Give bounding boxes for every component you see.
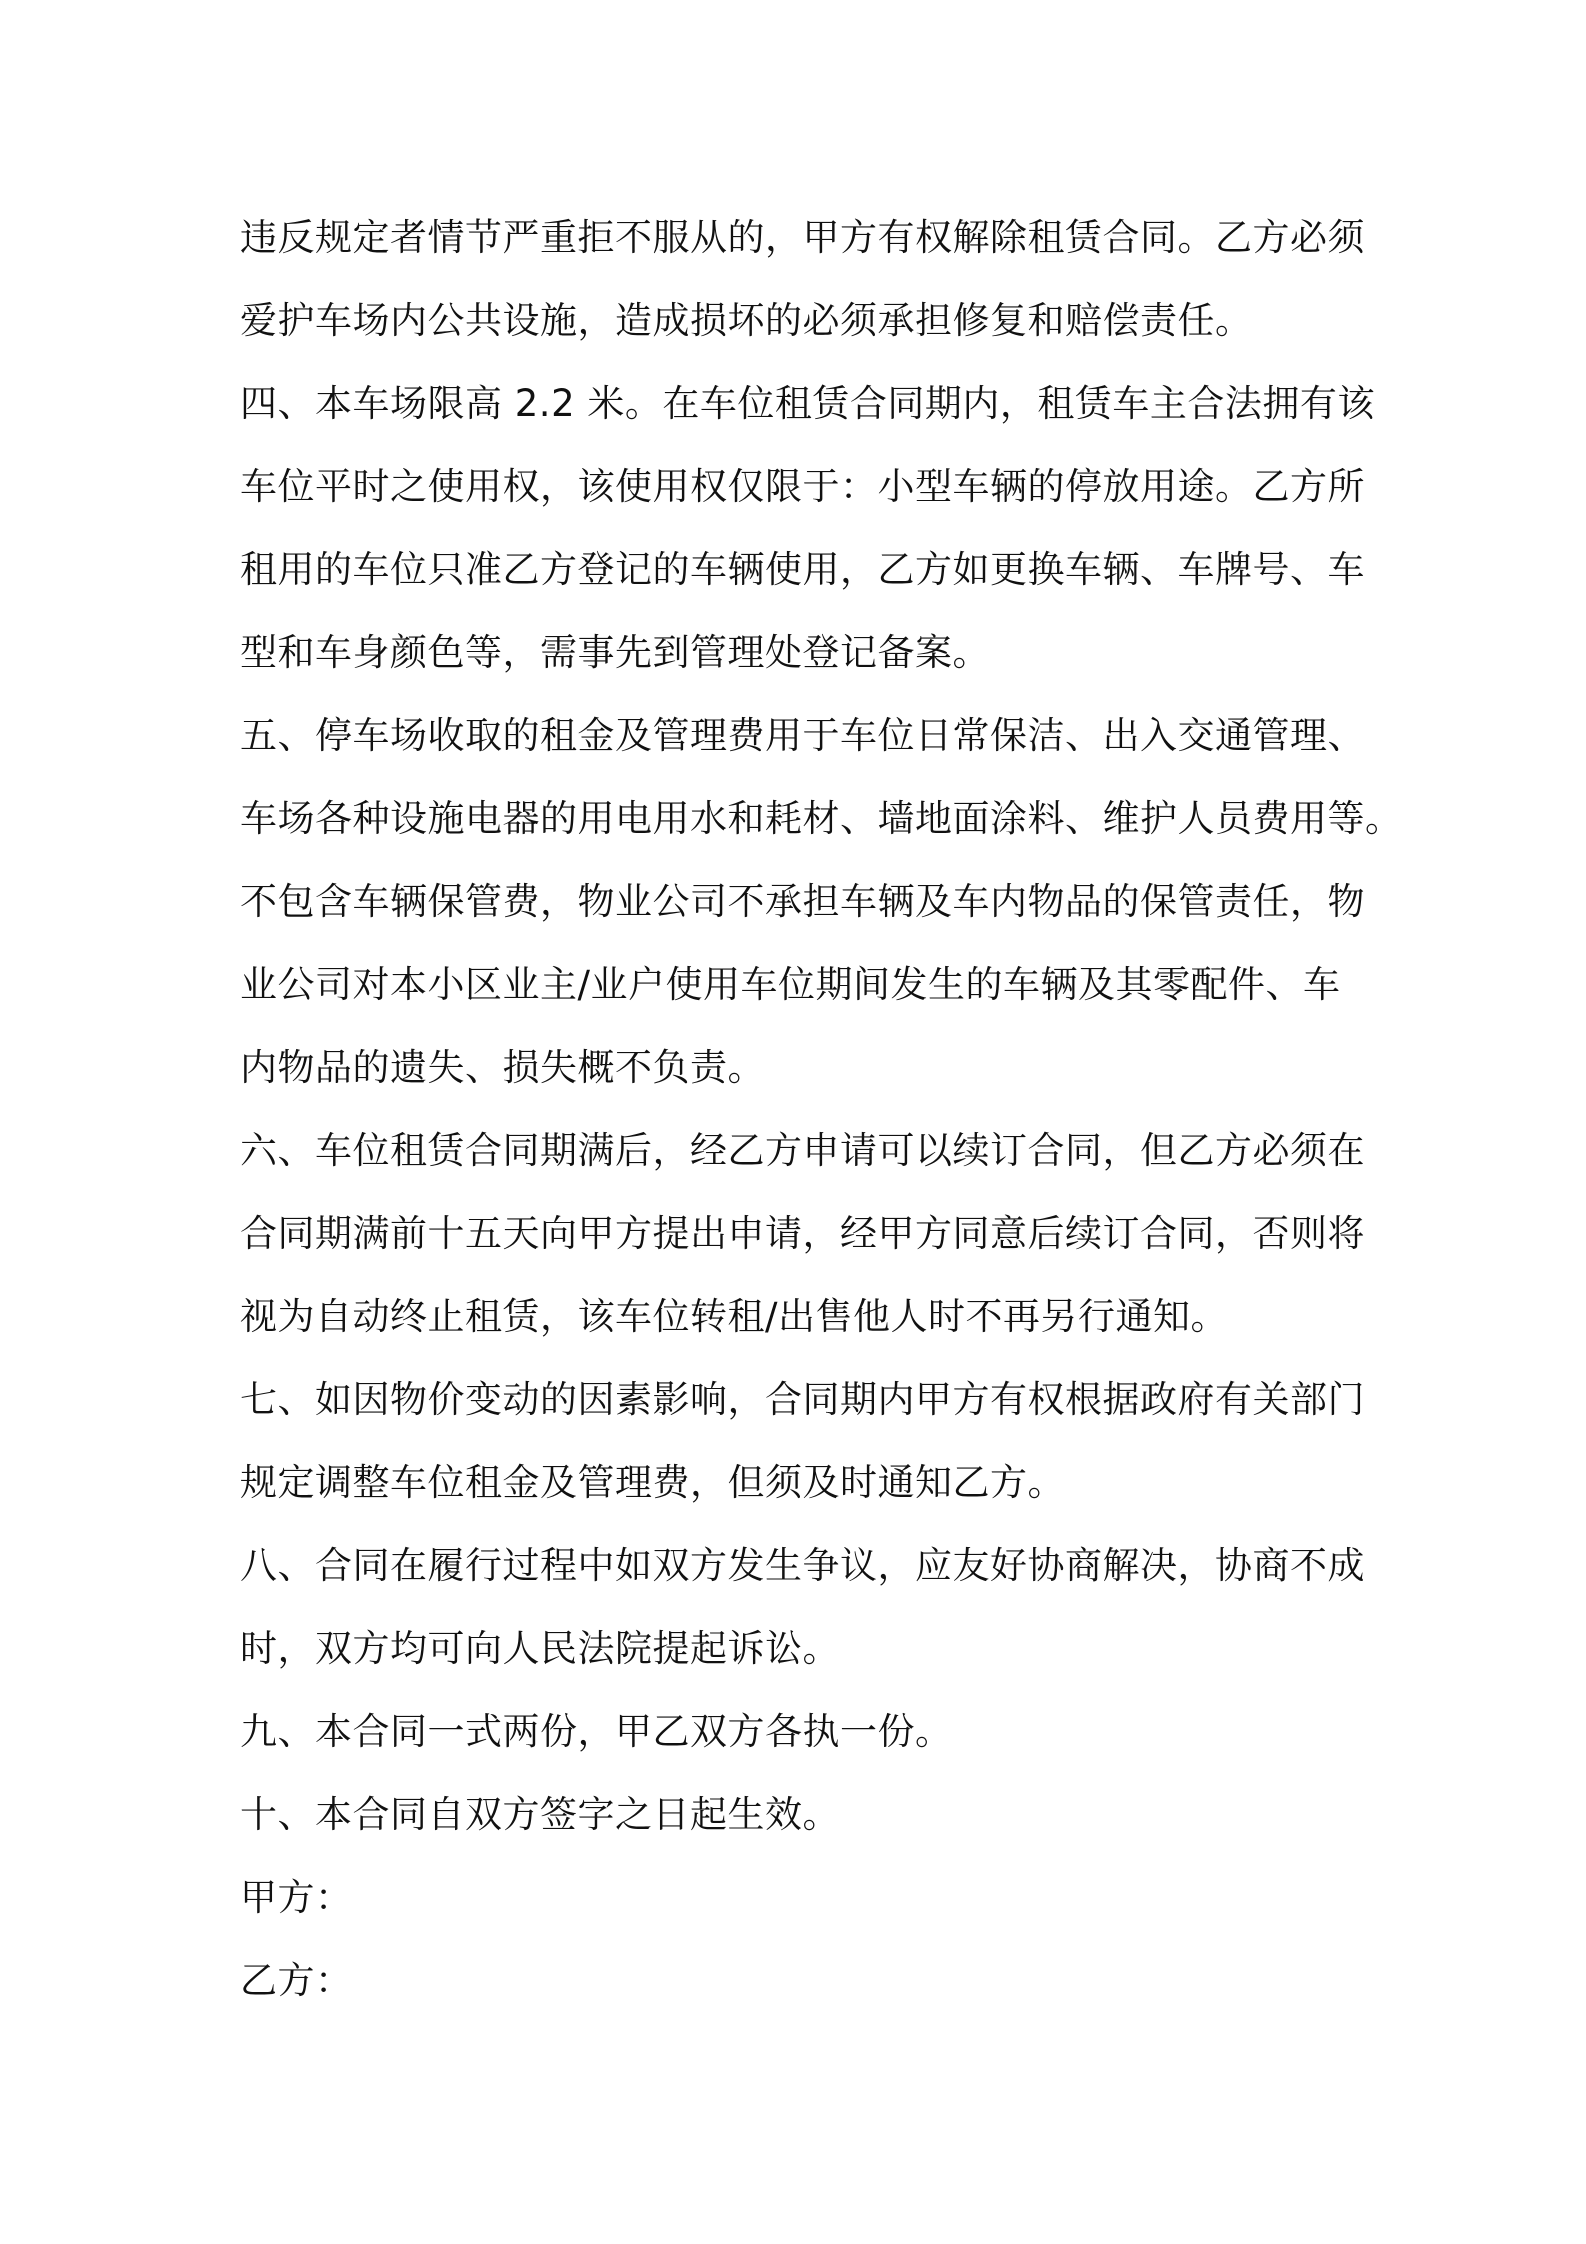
clause-7-line: 七、如因物价变动的因素影响，合同期内甲方有权根据政府有关部门 — [240, 1378, 1365, 1421]
clause-10-line: 十、本合同自双方签字之日起生效。 — [240, 1793, 840, 1836]
text-line: 违反规定者情节严重拒不服从的，甲方有权解除租赁合同。乙方必须 — [240, 216, 1365, 259]
clause-9-line: 九、本合同一式两份，甲乙双方各执一份。 — [240, 1710, 953, 1753]
text-line: 合同期满前十五天向甲方提出申请，经甲方同意后续订合同，否则将 — [240, 1212, 1365, 1255]
text-line: 不包含车辆保管费，物业公司不承担车辆及车内物品的保管责任，物 — [240, 880, 1365, 923]
text-line: 型和车身颜色等，需事先到管理处登记备案。 — [240, 631, 990, 674]
text-line: 业公司对本小区业主/业户使用车位期间发生的车辆及其零配件、车 — [240, 963, 1341, 1006]
party-a-signature-label: 甲方： — [240, 1876, 353, 1919]
clause-8-line: 八、合同在履行过程中如双方发生争议，应友好协商解决，协商不成 — [240, 1544, 1365, 1587]
clause-4-line: 四、本车场限高 2.2 米。在车位租赁合同期内，租赁车主合法拥有该 — [240, 382, 1375, 425]
text-line: 爱护车场内公共设施，造成损坏的必须承担修复和赔偿责任。 — [240, 299, 1253, 342]
clause-6-line: 六、车位租赁合同期满后，经乙方申请可以续订合同，但乙方必须在 — [240, 1129, 1365, 1172]
text-line: 内物品的遗失、损失概不负责。 — [240, 1046, 765, 1089]
clause-5-line: 五、停车场收取的租金及管理费用于车位日常保洁、出入交通管理、 — [240, 714, 1365, 757]
text-line: 租用的车位只准乙方登记的车辆使用，乙方如更换车辆、车牌号、车 — [240, 548, 1365, 591]
text-line: 时，双方均可向人民法院提起诉讼。 — [240, 1627, 840, 1670]
party-b-signature-label: 乙方： — [240, 1959, 353, 2002]
text-line: 车场各种设施电器的用电用水和耗材、墙地面涂料、维护人员费用等。 — [240, 797, 1403, 840]
text-line: 视为自动终止租赁，该车位转租/出售他人时不再另行通知。 — [240, 1295, 1228, 1338]
text-line: 规定调整车位租金及管理费，但须及时通知乙方。 — [240, 1461, 1065, 1504]
text-line: 车位平时之使用权，该使用权仅限于：小型车辆的停放用途。乙方所 — [240, 465, 1365, 508]
contract-text — [240, 196, 1403, 2022]
